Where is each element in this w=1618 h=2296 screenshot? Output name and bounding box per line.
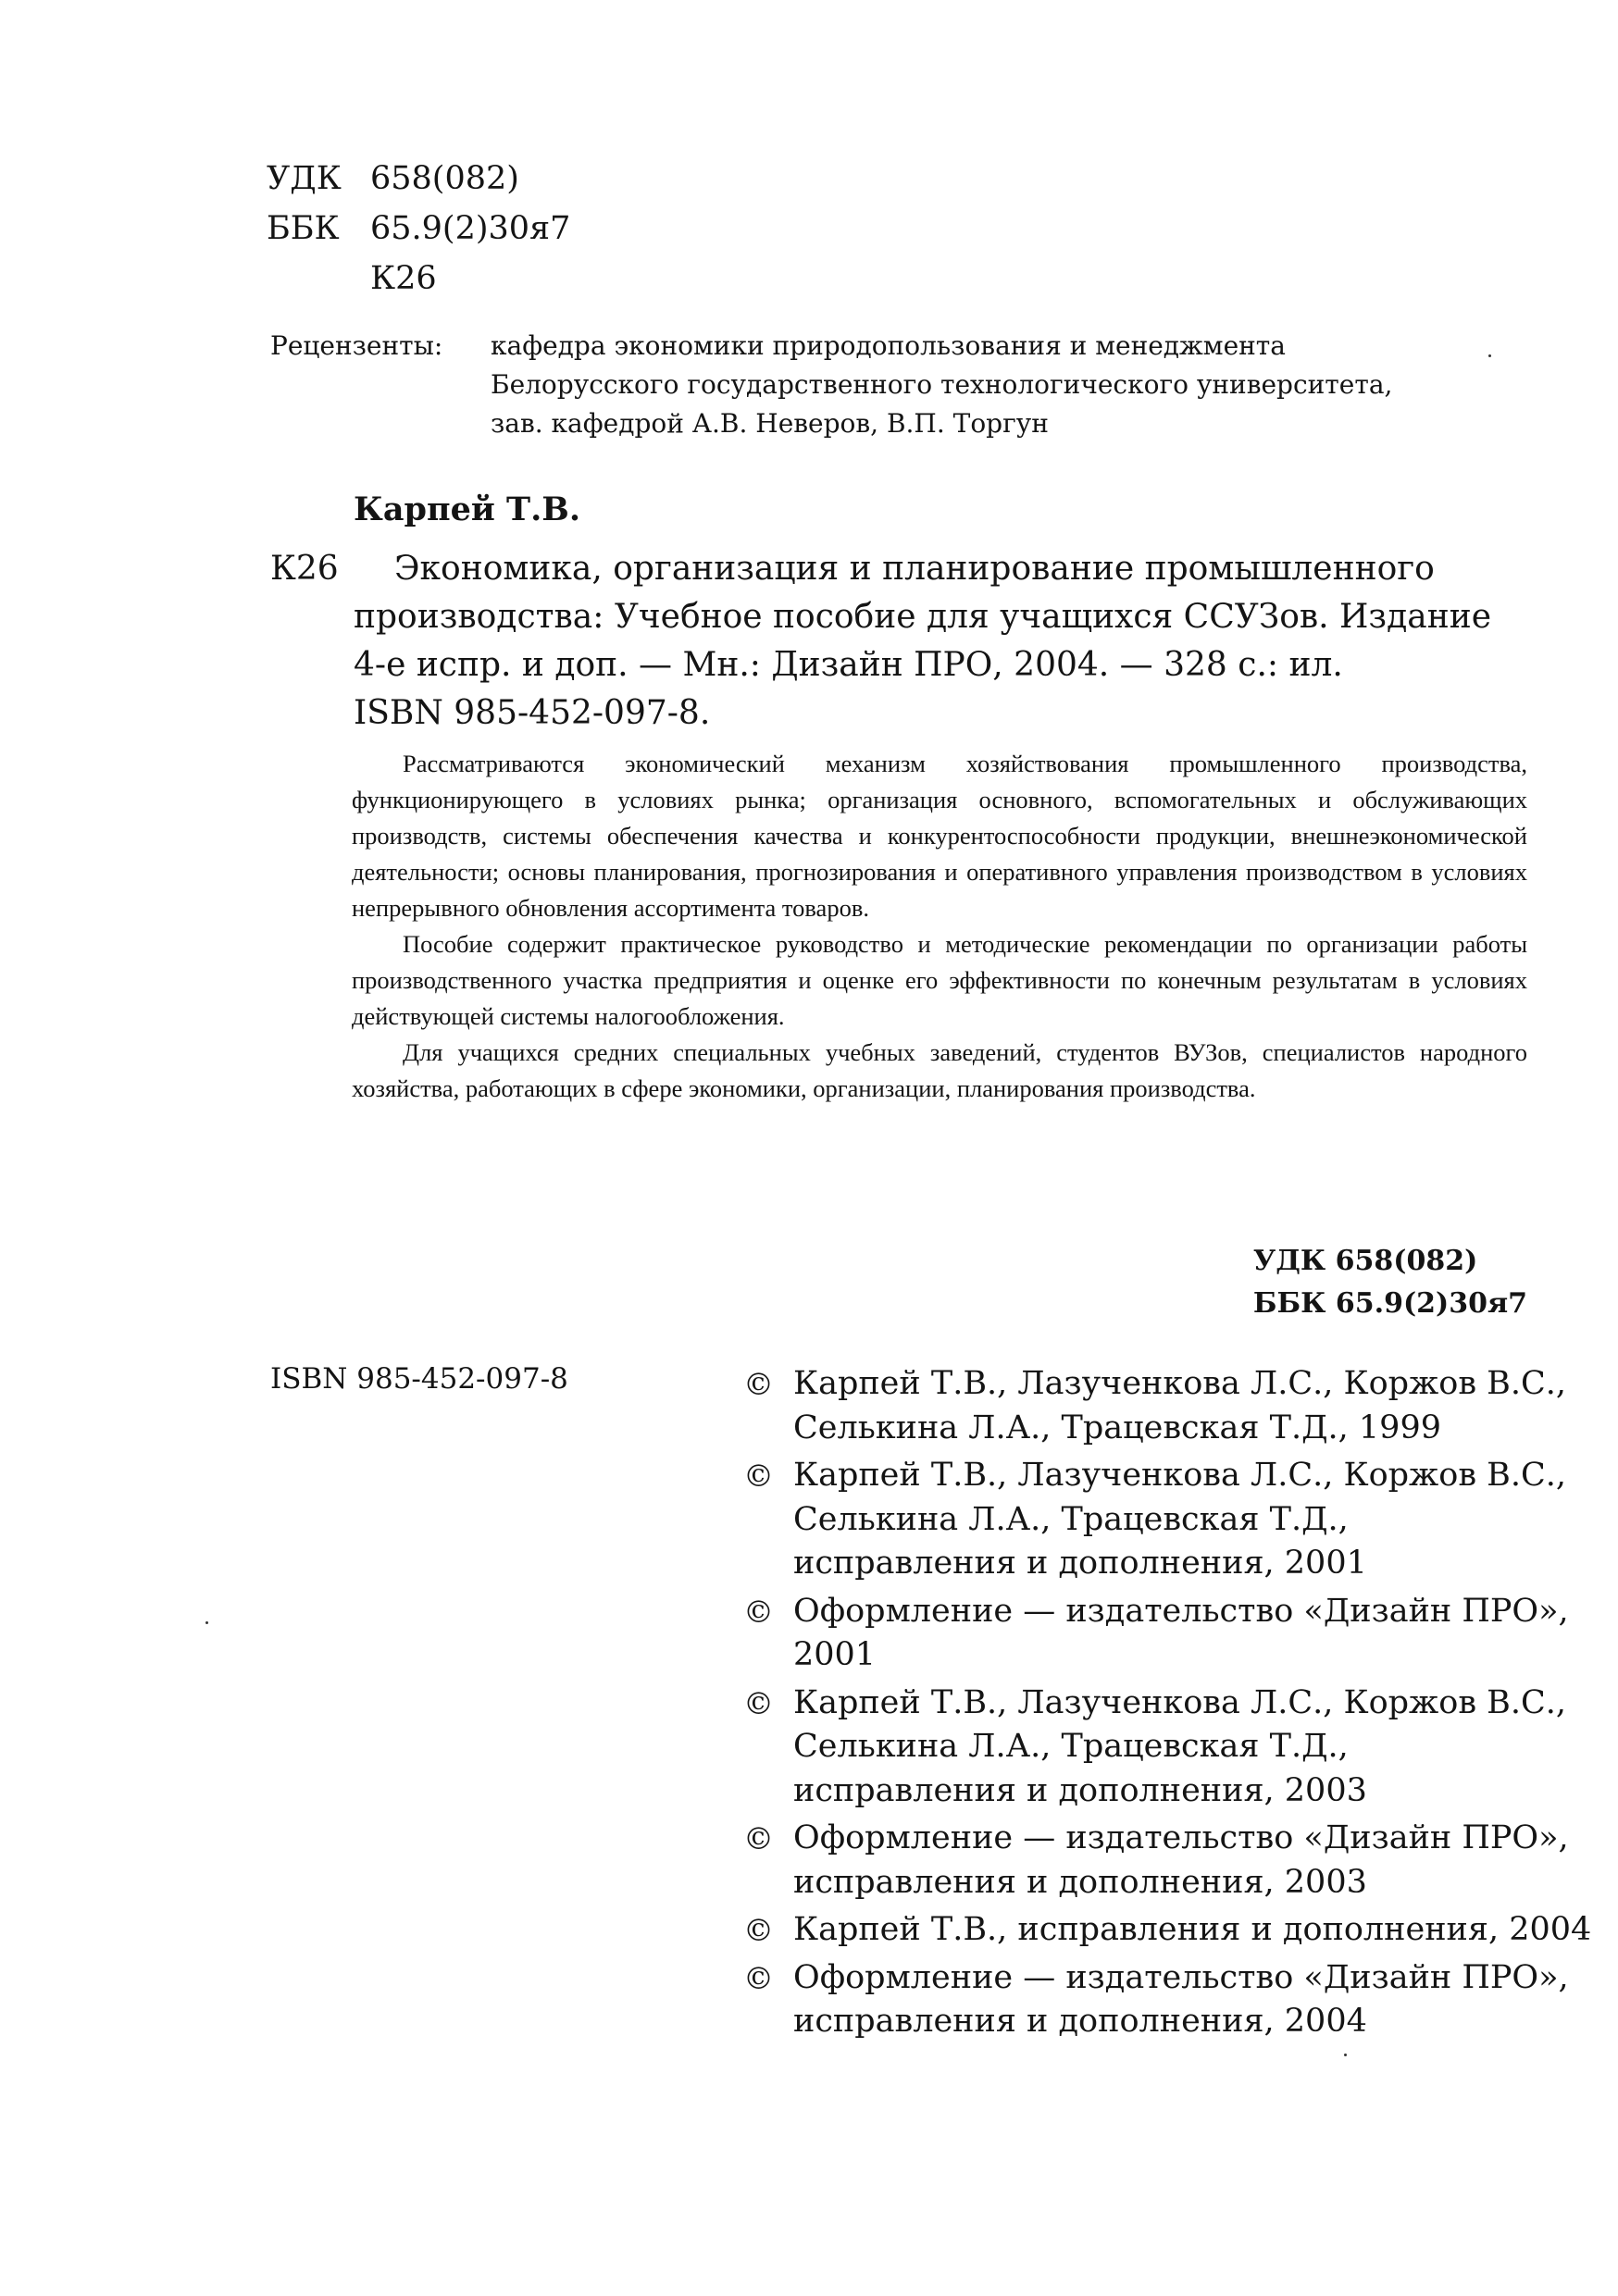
copyright-line: исправления и дополнения, 2003	[793, 1863, 1367, 1901]
copyright-line: Селькина Л.А., Трацевская Т.Д.,	[793, 1728, 1349, 1765]
copyright-line: исправления и дополнения, 2003	[793, 1771, 1367, 1809]
copyright-line: Карпей Т.В., Лазученкова Л.С., Коржов В.С.,	[793, 1683, 1567, 1721]
copyright-line: Оформление — издательство «Дизайн ПРО»,	[793, 1592, 1569, 1630]
bbk-value: 65.9(2)30я7	[370, 210, 571, 247]
copyright-symbol: ©	[743, 1593, 774, 1630]
copyright-item	[743, 1682, 1567, 1814]
isbn-bottom: ISBN 985-452-097-8	[270, 1362, 568, 1396]
copyright-item	[743, 1454, 1567, 1586]
scan-speck	[1344, 2054, 1347, 2056]
bbk-label: ББК	[267, 210, 340, 247]
entry-isbn: ISBN 985-452-097-8.	[354, 694, 711, 732]
copyright-symbol: ©	[743, 1912, 774, 1948]
copyright-item	[743, 1908, 1592, 1953]
udk-label: УДК	[267, 160, 342, 197]
copyright-item	[743, 1362, 1567, 1450]
scan-speck	[205, 1621, 208, 1624]
entry-mark: К26	[270, 550, 339, 588]
copyright-symbol: ©	[743, 1959, 774, 1996]
entry-line-1: Экономика, организация и планирование промышленного	[394, 550, 1435, 588]
copyright-line: 2001	[793, 1636, 877, 1673]
udk-right: УДК 658(082)	[1252, 1245, 1478, 1277]
copyright-line: исправления и дополнения, 2004	[793, 2003, 1367, 2040]
copyright-line: Карпей Т.В., Лазученкова Л.С., Коржов В.С.,	[793, 1457, 1567, 1494]
annotation-paragraph-3: Для учащихся средних специальных учебных заведений, студентов ВУЗов, специалистов народного хозяйства, работающих в сфере экономики, организации, планирования производства.	[352, 1038, 1527, 1102]
annotation-paragraph-2: Пособие содержит практическое руководство и методические рекомендации по организации работы производственного участка предприятия и оценке его эффективности по конечным результатам в условиях действующей системы налогообложения.	[352, 930, 1527, 1030]
copyright-item	[743, 1590, 1569, 1678]
entry-line-2: производства: Учебное пособие для учащихся ССУЗов. Издание	[354, 598, 1491, 636]
reviewers-line-3: зав. кафедрой А.В. Неверов, В.П. Торгун	[491, 408, 1049, 439]
copyright-symbol: ©	[743, 1820, 774, 1856]
copyright-line: исправления и дополнения, 2001	[793, 1545, 1367, 1582]
copyright-line: Селькина Л.А., Трацевская Т.Д.,	[793, 1500, 1349, 1538]
annotation	[352, 746, 1527, 1107]
annotation-paragraph-1: Рассматриваются экономический механизм хозяйствования промышленного производства, функционирующего в условиях рынка; организация основного, вспомогательных и обслуживающих производств, системы обеспечения качества и конкурентоспособности продукции, внешнеэкономической деятельности; основы планирования, прогнозирования и оперативного управления производством в условиях непрерывного обновления ассортимента товаров.	[352, 750, 1527, 922]
copyright-symbol: ©	[743, 1458, 774, 1494]
copyright-item	[743, 1817, 1569, 1905]
reviewers-line-1: кафедра экономики природопользования и менеджмента	[491, 330, 1286, 361]
classification-codes-right	[1253, 1240, 1527, 1325]
author-mark: К26	[370, 260, 437, 297]
udk-line	[267, 154, 519, 204]
copyright-item	[743, 1956, 1569, 2044]
copyright-symbol: ©	[743, 1366, 774, 1402]
bbk-line	[267, 204, 570, 254]
reviewers-line-2: Белорусского государственного технологического университета,	[491, 369, 1393, 400]
author-name: Карпей Т.В.	[354, 490, 581, 528]
copyright-list	[743, 1362, 1592, 2048]
copyright-line: Карпей Т.В., исправления и дополнения, 2004	[793, 1911, 1592, 1948]
copyright-line: Карпей Т.В., Лазученкова Л.С., Коржов В.С.,	[793, 1365, 1567, 1402]
reviewers-label: Рецензенты:	[270, 330, 443, 361]
copyright-symbol: ©	[743, 1684, 774, 1721]
entry-line-3: 4-е испр. и доп. — Мн.: Дизайн ПРО, 2004. — 328 с.: ил.	[354, 646, 1343, 684]
udk-value: 658(082)	[370, 160, 519, 197]
bbk-right: ББК 65.9(2)30я7	[1252, 1287, 1527, 1320]
scan-speck	[1488, 354, 1491, 357]
copyright-line: Оформление — издательство «Дизайн ПРО»,	[793, 1958, 1569, 1996]
copyright-line: Оформление — издательство «Дизайн ПРО»,	[793, 1819, 1569, 1856]
copyright-line: Селькина Л.А., Трацевская Т.Д., 1999	[793, 1409, 1441, 1446]
